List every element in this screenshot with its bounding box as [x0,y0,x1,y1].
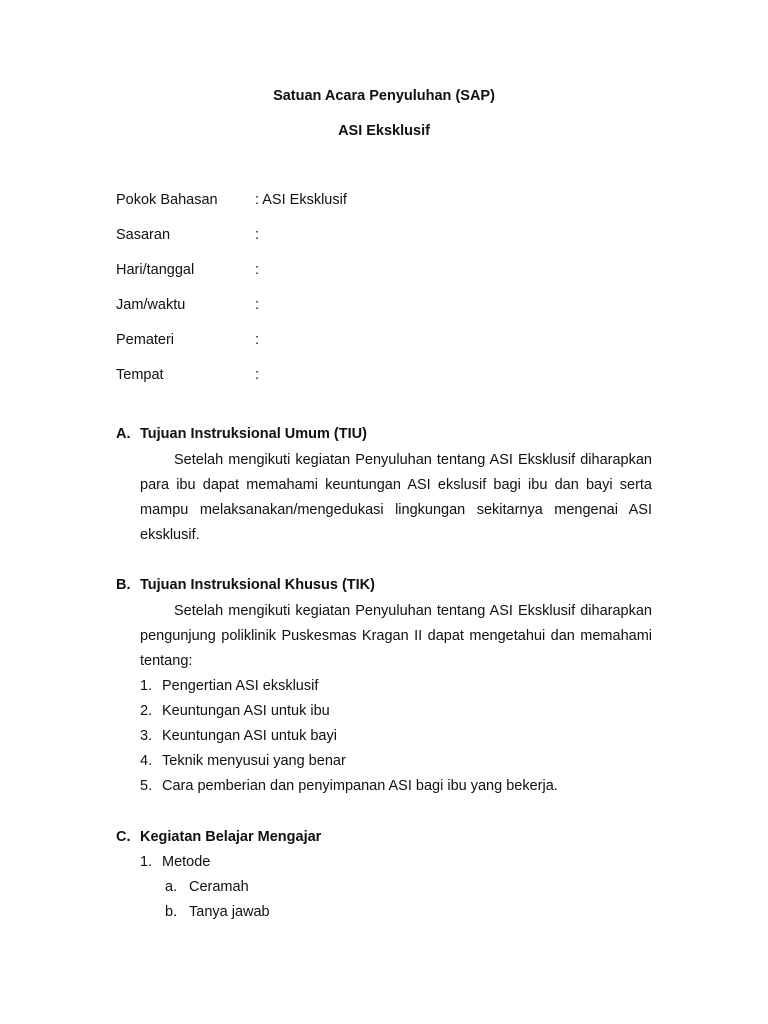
section-b-list [140,674,558,799]
section-title: Tujuan Instruksional Umum (TIU) [140,426,367,442]
list-text: Tanya jawab [189,904,270,920]
section-c-heading [116,829,321,845]
paragraph-text: Setelah mengikuti kegiatan Penyuluhan tentang ASI Eksklusif diharapkan pengunjung poliklinik Puskesmas Kragan II dapat mengetahui dan memahami tentang: [140,603,652,669]
meta-row-pemateri [116,332,656,352]
section-a-heading [116,426,367,442]
list-item [140,850,210,875]
list-number: 3. [140,728,153,744]
list-text: Metode [162,854,211,870]
list-number: 1. [140,678,153,694]
section-title: Tujuan Instruksional Khusus (TIK) [140,577,375,593]
list-item [165,900,270,925]
section-letter: A. [116,426,131,442]
meta-value: : [255,297,260,313]
section-letter: B. [116,577,131,593]
list-number: 2. [140,703,153,719]
section-title: Kegiatan Belajar Mengajar [140,829,322,845]
meta-value: : [255,227,260,243]
meta-label: Pokok Bahasan [116,192,218,208]
list-item [140,699,558,724]
meta-value: : ASI Eksklusif [255,192,347,208]
list-text: Cara pemberian dan penyimpanan ASI bagi ibu yang bekerja. [162,778,558,794]
meta-label: Jam/waktu [116,297,186,313]
meta-value: : [255,262,260,278]
list-item [140,774,558,799]
section-letter: C. [116,829,131,845]
list-text: Ceramah [189,879,249,895]
list-number: 5. [140,778,153,794]
meta-label: Pemateri [116,332,175,348]
section-b-heading [116,577,375,593]
document-subtitle: ASI Eksklusif [338,123,430,139]
list-item [140,724,558,749]
list-text: Teknik menyusui yang benar [162,753,346,769]
list-text: Keuntungan ASI untuk bayi [162,728,337,744]
list-number: 4. [140,753,153,769]
document-title: Satuan Acara Penyuluhan (SAP) [273,88,495,104]
list-text: Keuntungan ASI untuk ibu [162,703,330,719]
meta-value: : [255,367,260,383]
meta-label: Sasaran [116,227,171,243]
section-b-paragraph [140,599,652,674]
list-text: Pengertian ASI eksklusif [162,678,319,694]
meta-row-jam-waktu [116,297,656,317]
meta-row-sasaran [116,227,656,247]
list-letter: b. [165,904,178,920]
list-number: 1. [140,854,153,870]
section-c-sublist [165,875,270,925]
list-item [165,875,270,900]
section-c-list [140,850,210,875]
meta-row-tempat [116,367,656,387]
paragraph-text: Setelah mengikuti kegiatan Penyuluhan tentang ASI Eksklusif diharapkan para ibu dapat memahami keuntungan ASI ekslusif bagi ibu dan bayi serta mampu melaksanakan/mengedukasi lingkungan sekitarnya mengenai ASI eksklusif. [140,452,652,543]
meta-row-pokok-bahasan [116,192,656,212]
list-item [140,749,558,774]
meta-label: Hari/tanggal [116,262,195,278]
meta-label: Tempat [116,367,164,383]
section-a-paragraph [140,448,652,548]
meta-value: : [255,332,260,348]
list-item [140,674,558,699]
list-letter: a. [165,879,178,895]
meta-row-hari-tanggal [116,262,656,282]
